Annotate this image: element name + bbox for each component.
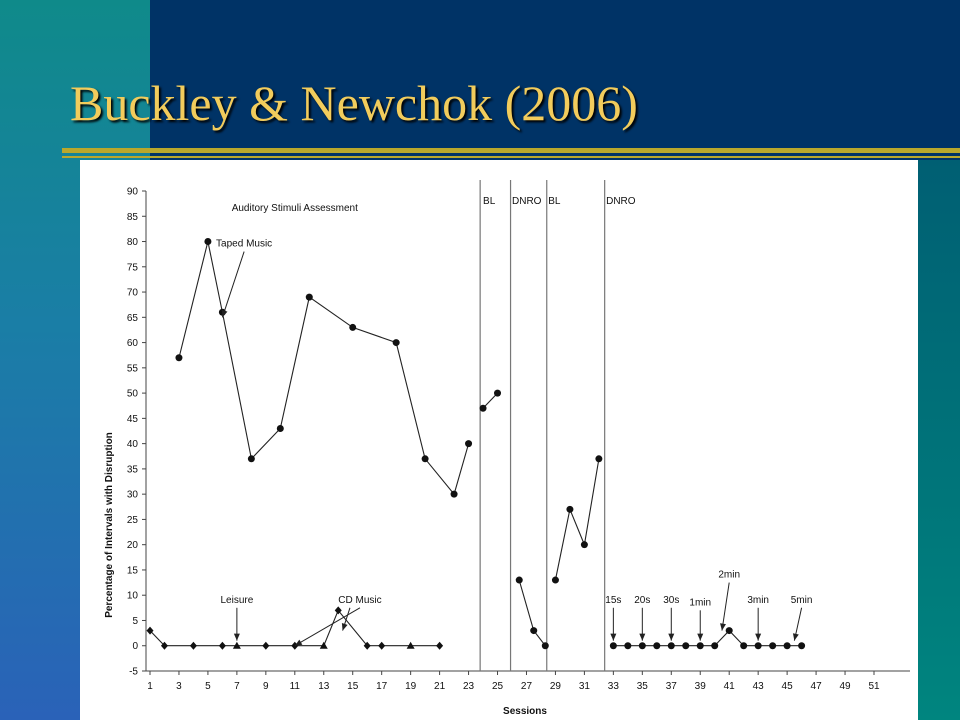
x-tick-label: 17	[376, 681, 388, 692]
data-point	[552, 577, 559, 584]
x-tick-label: 27	[520, 681, 533, 692]
data-point	[798, 642, 805, 649]
data-series	[147, 238, 806, 650]
x-tick-label: 15	[347, 681, 359, 692]
annotation-label: 20s	[634, 594, 651, 606]
annotation-label: 15s	[605, 594, 622, 606]
data-point	[566, 506, 573, 513]
phase-label: BL	[483, 196, 496, 207]
data-point	[740, 642, 747, 649]
data-point	[175, 354, 182, 361]
data-point	[451, 491, 458, 498]
annotation-label: CD Music	[338, 594, 382, 606]
data-point	[422, 455, 429, 462]
annotation-arrowhead	[295, 640, 303, 646]
x-tick-label: 49	[839, 681, 851, 692]
y-tick-label: 90	[126, 186, 138, 198]
x-tick-label: 3	[176, 681, 182, 692]
annotation-arrowhead	[234, 634, 240, 641]
x-tick-label: 51	[868, 681, 880, 692]
y-tick-label: 55	[126, 363, 138, 375]
y-tick-label: 5	[132, 615, 138, 627]
x-tick-label: 9	[263, 681, 269, 692]
data-point	[465, 440, 472, 447]
y-tick-label: 45	[126, 413, 138, 425]
annotation-arrowhead	[793, 633, 799, 640]
annotation-arrowhead	[720, 623, 726, 630]
data-point	[682, 642, 689, 649]
phase-label: DNRO	[606, 196, 636, 207]
x-tick-label: 39	[694, 681, 706, 692]
data-point	[595, 455, 602, 462]
annotation-label: Leisure	[220, 594, 254, 606]
data-point-diamond	[262, 642, 269, 650]
y-tick-label: 75	[126, 262, 138, 274]
data-point	[542, 642, 549, 649]
annotation-arrow	[295, 608, 360, 646]
data-point	[480, 405, 487, 412]
x-tick-label: 37	[665, 681, 677, 692]
data-point	[784, 642, 791, 649]
x-tick-label: 43	[752, 681, 764, 692]
line-chart	[80, 160, 918, 720]
annotation-arrowhead	[342, 623, 348, 631]
y-tick-label: 65	[126, 312, 138, 324]
x-tick-label: 41	[723, 681, 735, 692]
x-tick-label: 23	[462, 681, 475, 692]
series-line	[150, 610, 440, 645]
data-point	[639, 642, 646, 649]
data-point	[306, 294, 313, 301]
x-tick-label: 47	[810, 681, 822, 692]
x-tick-label: 21	[434, 681, 446, 692]
slide-title: Buckley & Newchok (2006)	[70, 75, 638, 131]
annotation-label: 5min	[790, 594, 813, 606]
y-tick-label: 80	[126, 237, 138, 249]
y-tick-label: 10	[126, 590, 138, 602]
data-point-diamond	[219, 642, 226, 650]
chart-annotations	[216, 203, 812, 646]
data-point	[581, 541, 588, 548]
title-rule-thin	[62, 156, 960, 158]
phase-label: DNRO	[512, 196, 542, 207]
annotation-label: 2min	[718, 569, 741, 581]
y-tick-label: 30	[126, 489, 138, 501]
data-point	[494, 390, 501, 397]
y-tick-label: 85	[126, 211, 138, 223]
annotation-arrow	[722, 583, 729, 631]
x-axis-label: Sessions	[503, 706, 547, 717]
y-tick-label: 25	[126, 514, 138, 526]
data-point	[610, 642, 617, 649]
y-tick-label: 40	[126, 439, 138, 451]
x-tick-label: 33	[607, 681, 619, 692]
data-point	[624, 642, 631, 649]
data-point	[755, 642, 762, 649]
x-tick-label: 45	[781, 681, 793, 692]
y-tick-label: 60	[126, 338, 138, 350]
annotation-arrowhead	[668, 634, 674, 641]
annotation-label: Taped Music	[216, 238, 273, 250]
data-point-diamond	[190, 642, 197, 650]
y-tick-label: 50	[126, 388, 138, 400]
y-tick-label: 15	[126, 565, 138, 577]
data-point	[769, 642, 776, 649]
data-point-diamond	[436, 642, 443, 650]
title-rule-thick	[62, 148, 960, 153]
data-point	[711, 642, 718, 649]
data-point	[530, 627, 537, 634]
annotation-arrowhead	[639, 634, 645, 641]
x-tick-label: 7	[234, 681, 240, 692]
data-point	[277, 425, 284, 432]
data-point	[349, 324, 356, 331]
x-tick-label: 19	[405, 681, 417, 692]
x-tick-label: 35	[636, 681, 648, 692]
annotation-label: 1min	[689, 597, 712, 609]
annotation-arrow	[222, 252, 244, 318]
data-point	[516, 577, 523, 584]
side-band	[918, 160, 960, 720]
series-line	[555, 459, 599, 580]
annotation-arrowhead	[222, 310, 228, 318]
annotation-arrowhead	[755, 634, 761, 641]
annotation-label: 3min	[747, 594, 770, 606]
x-tick-label: 31	[578, 681, 590, 692]
y-tick-label: 35	[126, 464, 138, 476]
data-point	[668, 642, 675, 649]
y-tick-label: 0	[132, 641, 138, 653]
annotation-label: Auditory Stimuli Assessment	[231, 203, 358, 215]
chart-axes	[127, 187, 910, 693]
data-point	[726, 627, 733, 634]
x-tick-label: 1	[147, 681, 153, 692]
annotation-label: 30s	[663, 594, 680, 606]
x-tick-label: 13	[318, 681, 330, 692]
annotation-arrowhead	[697, 634, 703, 641]
chart-panel	[80, 160, 918, 720]
data-point	[204, 238, 211, 245]
y-axis-label: Percentage of Intervals with Disruption	[104, 432, 115, 618]
data-point	[248, 455, 255, 462]
data-point	[393, 339, 400, 346]
y-tick-label: -5	[129, 666, 138, 678]
phase-label: BL	[548, 196, 561, 207]
data-point	[653, 642, 660, 649]
series-line	[519, 580, 545, 646]
data-point-diamond	[378, 642, 385, 650]
x-tick-label: 11	[289, 681, 300, 692]
annotation-arrowhead	[610, 634, 616, 641]
y-tick-label: 20	[126, 540, 138, 552]
x-tick-label: 25	[491, 681, 504, 692]
x-tick-label: 5	[205, 681, 211, 692]
x-tick-label: 29	[549, 681, 562, 692]
y-tick-label: 70	[126, 287, 138, 299]
data-point	[697, 642, 704, 649]
